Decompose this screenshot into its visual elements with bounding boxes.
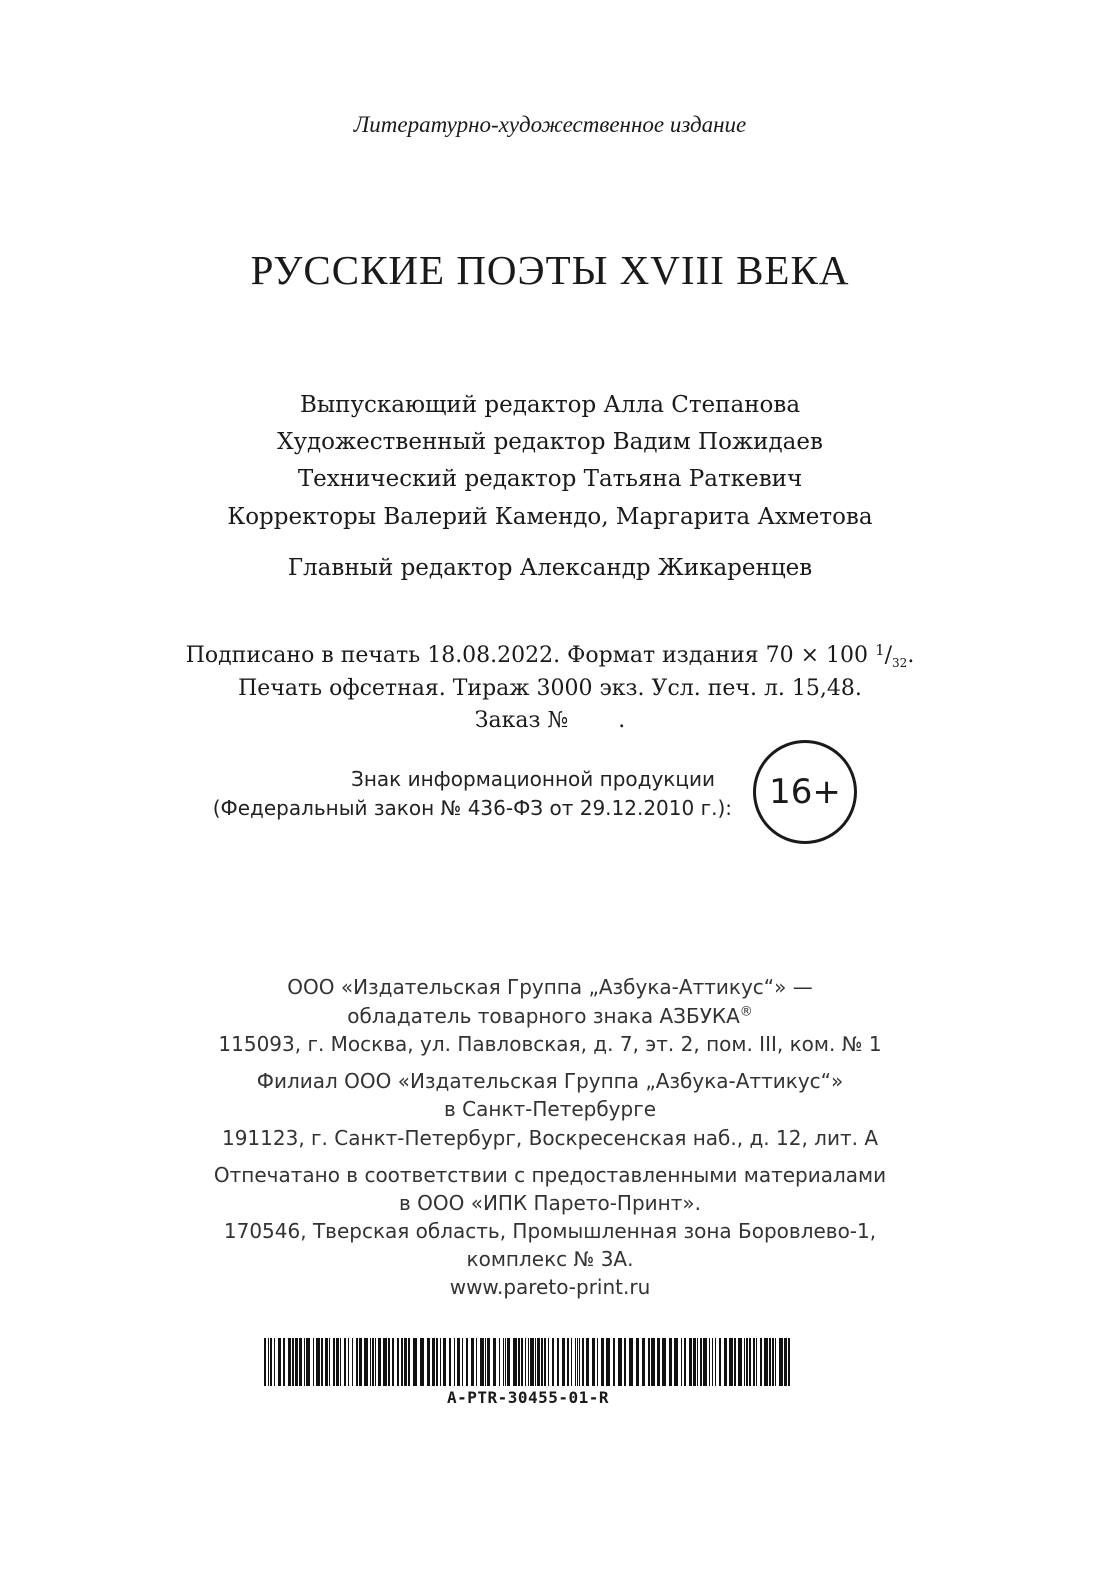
barcode-bar (662, 1338, 666, 1386)
barcode-bar (689, 1338, 692, 1386)
publisher-line-1: ООО «Издательская Группа „Азбука-Аттикус“» — (287, 975, 813, 999)
format-fraction-denominator: 32 (892, 656, 908, 670)
barcode-bar (454, 1338, 455, 1386)
order-period: . (618, 708, 626, 733)
barcode-bar (292, 1338, 294, 1386)
barcode-bar (449, 1338, 451, 1386)
barcode-bar (443, 1338, 446, 1386)
barcode-bar (592, 1338, 595, 1386)
publisher-trademark-text: обладатель товарного знака АЗБУКА (347, 1004, 740, 1028)
barcode-bar (530, 1338, 534, 1386)
barcode-bar (397, 1338, 399, 1386)
barcode-bar (364, 1338, 368, 1386)
barcode-bar (270, 1338, 272, 1386)
barcode-bar (499, 1338, 500, 1386)
barcode-bar (636, 1338, 639, 1386)
barcode-bar (485, 1338, 486, 1386)
barcode-bar (541, 1338, 543, 1386)
barcode-bar (571, 1338, 572, 1386)
barcode-bar (756, 1338, 757, 1386)
barcode-bar (283, 1338, 285, 1386)
barcode-bar (629, 1338, 633, 1386)
barcode-bar (325, 1338, 328, 1386)
publisher-address: 115093, г. Москва, ул. Павловская, д. 7, эт. 2, пом. III, ком. № 1 (218, 1032, 882, 1056)
credit-chief-editor: Главный редактор Александр Жикаренцев (287, 555, 813, 581)
barcode-bar (413, 1338, 417, 1386)
barcode-bar (427, 1338, 430, 1386)
barcode-bar (462, 1338, 463, 1386)
barcode-bar (525, 1338, 526, 1386)
barcode-bar (264, 1338, 266, 1386)
barcode-bar (333, 1338, 335, 1386)
barcode-bar (344, 1338, 346, 1386)
format-fraction-slash: / (884, 643, 893, 668)
barcode-bar (493, 1338, 496, 1386)
credit-proofreaders: Корректоры Валерий Камендо, Маргарита Ахметова (227, 504, 873, 530)
printer-line-1: Отпечатано в соответствии с предоставленными материалами (213, 1163, 887, 1187)
branch-address: 191123, г. Санкт-Петербург, Воскресенская наб., д. 12, лит. А (221, 1126, 878, 1150)
barcode-bar (295, 1338, 298, 1386)
barcode-bar (648, 1338, 650, 1386)
age-rating-label-1: Знак информационной продукции (351, 767, 715, 791)
barcode-bar (729, 1338, 733, 1386)
barcode-bar (537, 1338, 540, 1386)
barcode-bar (440, 1338, 441, 1386)
barcode-bar (316, 1338, 320, 1386)
barcode-bar (764, 1338, 768, 1386)
barcode-bar (567, 1338, 569, 1386)
barcode-bar (359, 1338, 362, 1386)
barcode-bar (392, 1338, 394, 1386)
barcode-bar (513, 1338, 517, 1386)
barcode-bar (674, 1338, 678, 1386)
barcode-bar (582, 1338, 584, 1386)
barcode-bar (719, 1338, 721, 1386)
barcode-bar (669, 1338, 672, 1386)
branch-line-2: в Санкт-Петербурге (443, 1097, 657, 1121)
barcode-bar (715, 1338, 716, 1386)
printer-website: www.pareto-print.ru (449, 1275, 651, 1299)
format-fraction-numerator: 1 (875, 641, 885, 659)
barcode-bar (601, 1338, 604, 1386)
barcode-bar (535, 1338, 536, 1386)
barcode-bar (681, 1338, 682, 1386)
barcode-bar (340, 1338, 341, 1386)
print-signed-text: Подписано в печать 18.08.2022. Формат издания 70 × 100 (185, 643, 869, 668)
barcode-bar (383, 1338, 387, 1386)
genre-label: Литературно-художественное издание (353, 112, 747, 137)
barcode-bar (657, 1338, 660, 1386)
barcode-label: A-PTR-30455-01-R (446, 1388, 610, 1407)
barcode-bar (703, 1338, 707, 1386)
barcode-bar (738, 1338, 742, 1386)
barcode-bar (744, 1338, 745, 1386)
barcode-bar (348, 1338, 349, 1386)
barcode-bar (577, 1338, 578, 1386)
barcode-bar (618, 1338, 622, 1386)
barcode-bar (548, 1338, 549, 1386)
barcode-bar (274, 1338, 275, 1386)
barcode-bar (370, 1338, 371, 1386)
barcode-bar (749, 1338, 751, 1386)
barcode-bar (278, 1338, 281, 1386)
order-number-line (0, 708, 1100, 733)
barcode-bar (304, 1338, 305, 1386)
printer-line-2: в ООО «ИПК Парето-Принт». (399, 1191, 701, 1215)
barcode-bar (544, 1338, 546, 1386)
printer-address-2: комплекс № 3А. (466, 1247, 634, 1271)
format-period: . (907, 643, 915, 668)
order-label: Заказ № (474, 708, 569, 733)
barcode-bar (457, 1338, 460, 1386)
barcode-bar (724, 1338, 727, 1386)
barcode-bar (684, 1338, 686, 1386)
barcode-bar (775, 1338, 776, 1386)
barcode-bar (432, 1338, 435, 1386)
barcode-bar (321, 1338, 323, 1386)
barcode-bar (709, 1338, 710, 1386)
branch-line-1: Филиал ООО «Издательская Группа „Азбука-Аттикус“» (256, 1069, 844, 1093)
barcode-bar (779, 1338, 783, 1386)
barcode-bar (697, 1338, 698, 1386)
barcode-bar (651, 1338, 655, 1386)
barcode-bar (606, 1338, 610, 1386)
barcode-bar (372, 1338, 374, 1386)
barcode-bar (505, 1338, 506, 1386)
barcode-bar (436, 1338, 438, 1386)
barcode-bar (597, 1338, 598, 1386)
barcode-bar (518, 1338, 520, 1386)
barcode-bar (769, 1338, 771, 1386)
barcode-bar (734, 1338, 736, 1386)
barcode-bar (642, 1338, 645, 1386)
barcode-bar (336, 1338, 339, 1386)
credit-technical-editor: Технический редактор Татьяна Раткевич (297, 466, 803, 492)
barcode-icon (264, 1338, 792, 1386)
publisher-line-2 (0, 1004, 1100, 1028)
barcode-bar (404, 1338, 407, 1386)
barcode-bar (712, 1338, 713, 1386)
barcode-bar (700, 1338, 702, 1386)
barcode-bar (476, 1338, 477, 1386)
barcode-bar (753, 1338, 755, 1386)
barcode-bar (480, 1338, 484, 1386)
barcode-bar (401, 1338, 403, 1386)
barcode-bar (288, 1338, 291, 1386)
barcode-bar (579, 1338, 580, 1386)
barcode-bar (378, 1338, 381, 1386)
barcode-bar (503, 1338, 504, 1386)
barcode-bar (466, 1338, 468, 1386)
barcode-bar (487, 1338, 490, 1386)
barcode-bar (552, 1338, 554, 1386)
barcode-bar (507, 1338, 510, 1386)
barcode-bar (575, 1338, 576, 1386)
barcode-bar (313, 1338, 314, 1386)
barcode-bar (306, 1338, 310, 1386)
book-title: РУССКИЕ ПОЭТЫ XVIII ВЕКА (250, 247, 850, 293)
barcode-bar (375, 1338, 376, 1386)
barcode-bar (784, 1338, 787, 1386)
barcode-bar (352, 1338, 353, 1386)
barcode-bar (388, 1338, 390, 1386)
barcode-bar (268, 1338, 269, 1386)
barcode-bar (356, 1338, 358, 1386)
age-rating-badge (753, 740, 857, 844)
barcode-bar (788, 1338, 790, 1386)
barcode-bar (760, 1338, 762, 1386)
barcode-bar (299, 1338, 302, 1386)
print-signed-line (0, 643, 1100, 668)
credit-art-editor: Художественный редактор Вадим Пожидаев (277, 429, 823, 455)
barcode-bar (586, 1338, 589, 1386)
barcode-bar (420, 1338, 424, 1386)
barcode-bar (624, 1338, 626, 1386)
print-type-line: Печать офсетная. Тираж 3000 экз. Усл. печ. л. 15,48. (238, 676, 862, 701)
barcode-bar (528, 1338, 529, 1386)
registered-mark: ® (739, 1004, 753, 1020)
age-rating-value: 16+ (769, 772, 841, 812)
barcode-bar (562, 1338, 565, 1386)
printer-address-1: 170546, Тверская область, Промышленная зона Боровлево-1, (223, 1219, 877, 1243)
barcode-bar (329, 1338, 330, 1386)
barcode-bar (471, 1338, 474, 1386)
barcode-bar (408, 1338, 410, 1386)
barcode-bar (693, 1338, 696, 1386)
credit-managing-editor: Выпускающий редактор Алла Степанова (299, 392, 801, 418)
barcode-bar (613, 1338, 615, 1386)
barcode-bar (746, 1338, 748, 1386)
age-rating-label-2: (Федеральный закон № 436-ФЗ от 29.12.2010 г.): (212, 796, 732, 820)
barcode-bar (557, 1338, 559, 1386)
barcode-bar (521, 1338, 523, 1386)
barcode-bar (772, 1338, 774, 1386)
